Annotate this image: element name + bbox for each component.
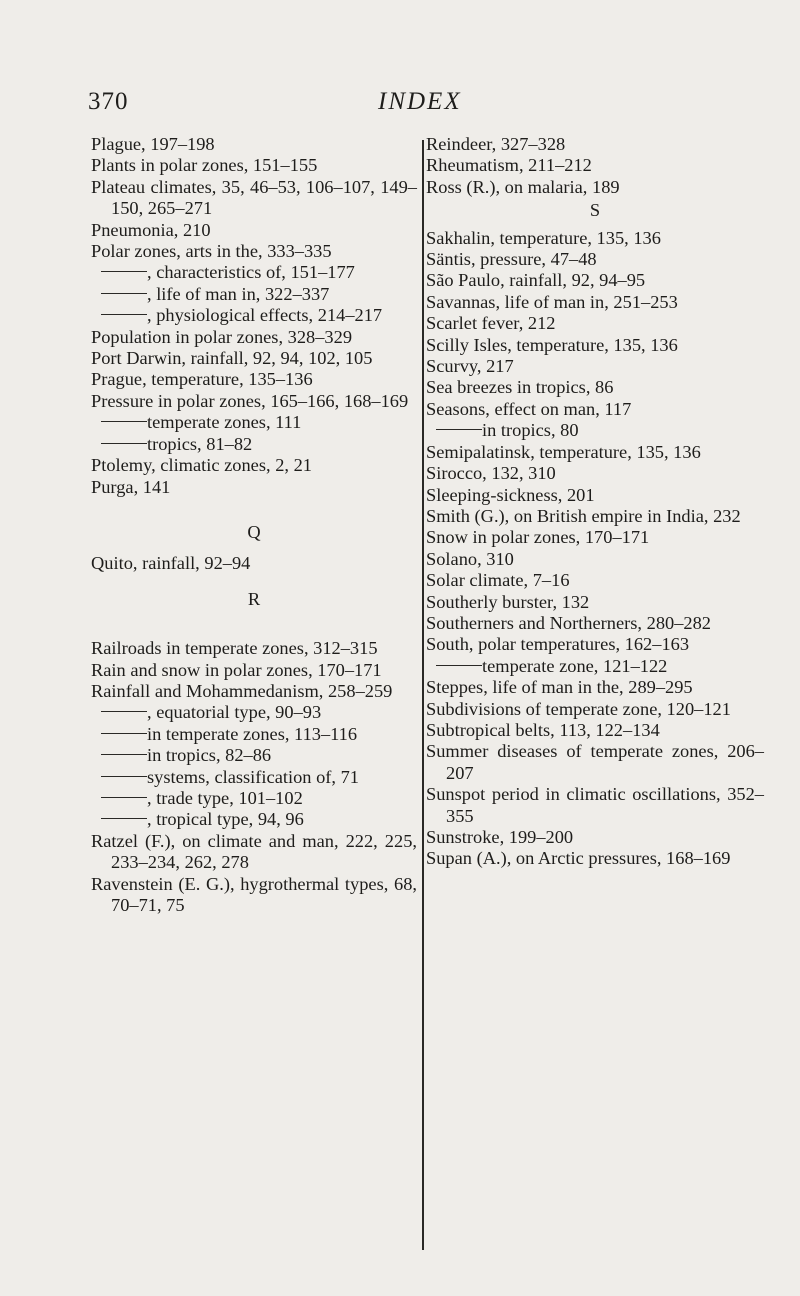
column-divider <box>422 140 424 1250</box>
index-entry: Quito, rainfall, 92–94 <box>91 553 251 574</box>
index-entry: Sakhalin, temperature, 135, 136 <box>426 227 661 248</box>
index-subentry <box>426 420 764 441</box>
subentry-text: , physiological effects, 214–217 <box>147 305 383 326</box>
index-subentry <box>91 788 417 809</box>
index-entry: Säntis, pressure, 47–48 <box>426 249 597 270</box>
ditto-dash <box>101 797 147 798</box>
index-entry: Port Darwin, rainfall, 92, 94, 102, 105 <box>91 348 373 369</box>
index-entry: Seasons, effect on man, 117 <box>426 398 632 419</box>
index-entry: Polar zones, arts in the, 333–335 <box>91 241 332 262</box>
subentry-text: systems, classification of, 71 <box>147 766 359 787</box>
index-entry: Ratzel (F.), on climate and man, 222, 225, 233–234, 262, 278 <box>91 830 417 873</box>
index-entry: Ravenstein (E. G.), hygrothermal types, 68, 70–71, 75 <box>91 873 417 915</box>
index-entry: Scarlet fever, 212 <box>426 313 556 334</box>
ditto-dash <box>101 818 147 819</box>
subentry-text: , trade type, 101–102 <box>147 787 303 808</box>
subentry-text: in temperate zones, 113–116 <box>147 723 358 744</box>
section-letter: S <box>589 200 601 221</box>
ditto-dash <box>101 271 147 272</box>
right-column <box>426 134 764 870</box>
section-letter: R <box>247 588 261 609</box>
subentry-text: temperate zone, 121–122 <box>482 655 668 676</box>
ditto-dash <box>101 754 147 755</box>
index-entry: South, polar temperatures, 162–163 <box>426 634 690 655</box>
index-subentry <box>91 284 417 305</box>
ditto-dash <box>436 665 482 666</box>
index-subentry <box>91 724 417 745</box>
index-entry: Snow in polar zones, 170–171 <box>426 527 650 548</box>
index-entry: Sirocco, 132, 310 <box>426 463 556 484</box>
subentry-text: in tropics, 80 <box>482 420 579 441</box>
ditto-dash <box>101 711 147 712</box>
ditto-dash <box>101 776 147 777</box>
index-entry: Southerly burster, 132 <box>426 591 590 612</box>
index-entry: Purga, 141 <box>91 476 171 497</box>
index-subentry <box>91 767 417 788</box>
index-entry: Plague, 197–198 <box>91 134 215 154</box>
index-entry: Savannas, life of man in, 251–253 <box>426 291 678 312</box>
index-entry: Pneumonia, 210 <box>91 219 211 240</box>
index-entry: Prague, temperature, 135–136 <box>91 369 313 390</box>
subentry-text: tropics, 81–82 <box>147 433 253 454</box>
index-entry: Solano, 310 <box>426 548 514 569</box>
ditto-dash <box>101 293 147 294</box>
index-subentry <box>91 809 417 830</box>
section-letter: Q <box>247 521 261 542</box>
index-subentry <box>91 412 417 433</box>
index-entry: Ptolemy, climatic zones, 2, 21 <box>91 455 312 476</box>
index-entry: Rheumatism, 211–212 <box>426 155 592 176</box>
index-entry: Railroads in temperate zones, 312–315 <box>91 638 378 659</box>
subentry-text: , characteristics of, 151–177 <box>147 262 355 283</box>
index-entry: Subdivisions of temperate zone, 120–121 <box>426 698 731 719</box>
index-entry: Pressure in polar zones, 165–166, 168–169 <box>91 390 409 411</box>
index-entry: Sunstroke, 199–200 <box>426 827 574 847</box>
index-entry: Smith (G.), on British empire in India, 232 <box>426 505 741 526</box>
index-entry: Plateau climates, 35, 46–53, 106–107, 149–150, 265–271 <box>91 176 417 219</box>
index-subentry <box>91 702 417 723</box>
ditto-dash <box>101 733 147 734</box>
index-entry: Subtropical belts, 113, 122–134 <box>426 719 660 740</box>
index-entry: Steppes, life of man in the, 289–295 <box>426 677 693 698</box>
ditto-dash <box>436 429 482 430</box>
index-entry: São Paulo, rainfall, 92, 94–95 <box>426 270 646 291</box>
index-subentry <box>91 305 417 326</box>
index-entry: Ross (R.), on malaria, 189 <box>426 176 620 197</box>
subentry-text: temperate zones, 111 <box>147 412 302 433</box>
index-entry: Plants in polar zones, 151–155 <box>91 155 318 176</box>
subentry-text: , equatorial type, 90–93 <box>147 702 322 723</box>
left-column <box>91 134 417 916</box>
index-entry: Southerners and Northerners, 280–282 <box>426 612 711 633</box>
index-entry: Reindeer, 327–328 <box>426 134 566 154</box>
index-entry: Summer diseases of temperate zones, 206–207 <box>426 741 764 783</box>
index-entry: Population in polar zones, 328–329 <box>91 326 353 347</box>
page-title: INDEX <box>378 88 462 115</box>
ditto-dash <box>101 421 147 422</box>
index-entry: Solar climate, 7–16 <box>426 570 570 591</box>
index-entry: Rainfall and Mohammedanism, 258–259 <box>91 680 393 701</box>
index-entry: Supan (A.), on Arctic pressures, 168–169 <box>426 848 731 869</box>
index-entry: Rain and snow in polar zones, 170–171 <box>91 659 382 680</box>
subentry-text: in tropics, 82–86 <box>147 745 272 766</box>
ditto-dash <box>101 443 147 444</box>
index-entry: Scilly Isles, temperature, 135, 136 <box>426 334 678 355</box>
index-subentry <box>91 262 417 283</box>
index-entry: Sunspot period in climatic oscillations, 352–355 <box>426 784 764 826</box>
subentry-text: , tropical type, 94, 96 <box>147 809 304 830</box>
page-number: 370 <box>88 88 129 115</box>
index-entry: Scurvy, 217 <box>426 356 514 377</box>
subentry-text: , life of man in, 322–337 <box>147 283 330 304</box>
index-subentry <box>91 434 417 455</box>
index-entry: Sea breezes in tropics, 86 <box>426 377 614 398</box>
index-entry: Semipalatinsk, temperature, 135, 136 <box>426 441 701 462</box>
index-subentry <box>91 745 417 766</box>
index-entry: Sleeping-sickness, 201 <box>426 484 595 505</box>
index-subentry <box>426 656 764 677</box>
ditto-dash <box>101 314 147 315</box>
